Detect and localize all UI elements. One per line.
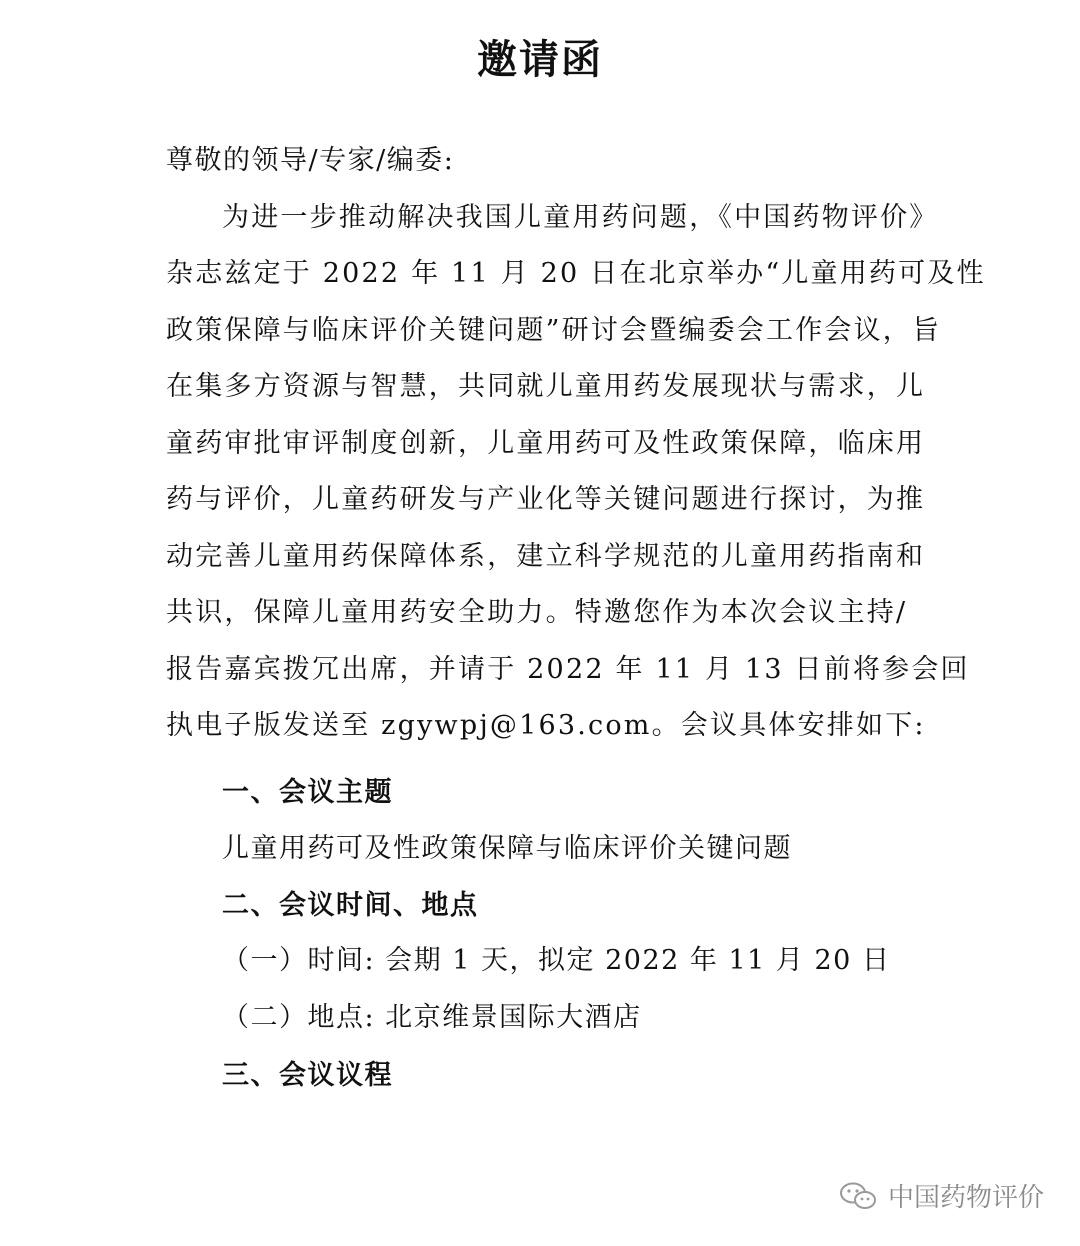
page-title: 邀请函 (477, 36, 603, 83)
watermark-text: 中国药物评价 (887, 1183, 1044, 1213)
watermark (838, 1177, 1044, 1214)
section-heading-theme: 一、会议主题 (222, 777, 393, 808)
body-line: 药与评价，儿童药研发与产业化等关键问题进行探讨，为推 (166, 484, 926, 515)
meeting-time: （一）时间: 会期 1 天，拟定 2022 年 11 月 20 日 (222, 945, 891, 976)
body-line: 童药审批审评制度创新，儿童用药可及性政策保障，临床用 (166, 428, 926, 459)
section-heading-agenda: 三、会议议程 (222, 1060, 393, 1091)
body-line: 共识，保障儿童用药安全助力。特邀您作为本次会议主持/ (166, 597, 908, 628)
body-line: 执电子版发送至 zgywpj@163.com。会议具体安排如下: (166, 710, 926, 741)
body-line: 报告嘉宾拨冗出席，并请于 2022 年 11 月 13 日前将参会回 (166, 654, 970, 685)
salutation: 尊敬的领导/专家/编委: (166, 145, 455, 176)
section-heading-time-place: 二、会议时间、地点 (222, 890, 479, 921)
wechat-icon (838, 1181, 878, 1211)
body-line: 政策保障与临床评价关键问题”研讨会暨编委会工作会议，旨 (166, 315, 942, 346)
body-line: 在集多方资源与智慧，共同就儿童用药发展现状与需求，儿 (166, 371, 926, 402)
body-line: 为进一步推动解决我国儿童用药问题，《中国药物评价》 (222, 202, 939, 233)
section-content-theme: 儿童用药可及性政策保障与临床评价关键问题 (222, 833, 792, 864)
body-line: 动完善儿童用药保障体系，建立科学规范的儿童用药指南和 (166, 541, 926, 572)
body-line: 杂志兹定于 2022 年 11 月 20 日在北京举办“儿童用药可及性 (166, 258, 986, 289)
meeting-place: （二）地点: 北京维景国际大酒店 (222, 1002, 642, 1033)
